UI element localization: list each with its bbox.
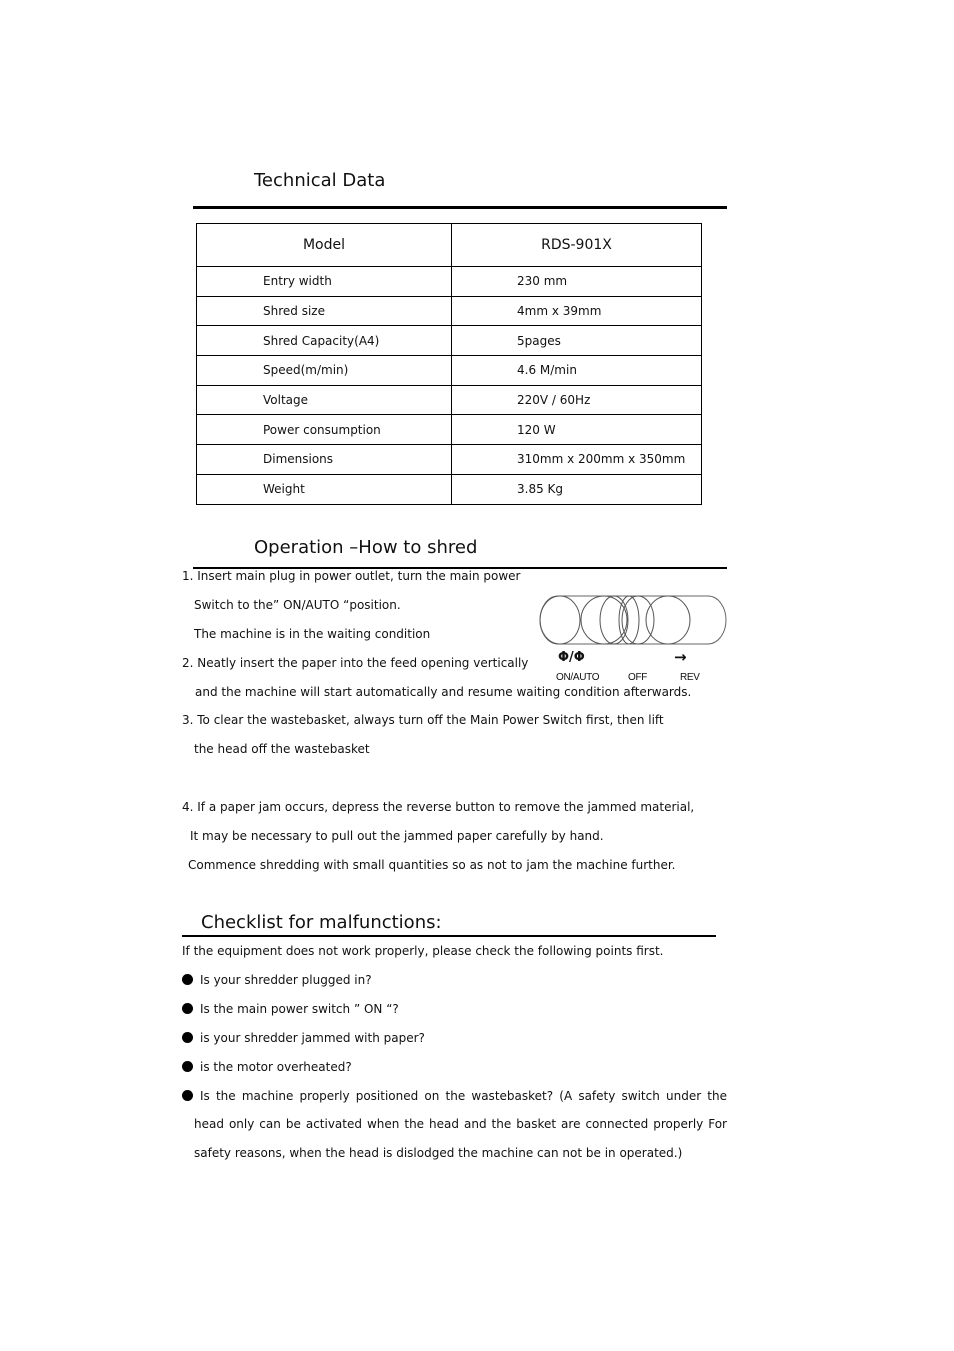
table-row — [197, 326, 702, 356]
operation-line: 4. If a paper jam occurs, depress the reverse button to remove the jammed material, — [182, 800, 695, 814]
spec-value: 4mm x 39mm — [452, 296, 702, 326]
rocker-switch-illustration — [538, 594, 728, 648]
table-row — [197, 474, 702, 504]
spec-value: 310mm x 200mm x 350mm — [452, 445, 702, 475]
checklist-item-text: Is your shredder plugged in? — [200, 973, 372, 987]
bullet-icon — [182, 1061, 193, 1072]
checklist-item-text: Is the machine properly positioned on the wastebasket? (A safety switch under the — [200, 1089, 727, 1103]
technical-data-rule — [193, 206, 727, 209]
spec-table-header — [197, 224, 702, 267]
reverse-arrow-icon: → — [674, 648, 687, 666]
switch-label-on-auto: ON/AUTO — [556, 672, 600, 683]
list-item — [182, 1089, 200, 1103]
checklist-item-continuation: head only can be activated when the head and the basket are connected properly For — [194, 1117, 727, 1131]
table-row — [197, 267, 702, 297]
checklist-title: Checklist for malfunctions: — [201, 912, 442, 933]
bullet-icon — [182, 1003, 193, 1014]
bullet-icon — [182, 974, 193, 985]
checklist-item-text: is your shredder jammed with paper? — [200, 1031, 425, 1045]
operation-line: 3. To clear the wastebasket, always turn off the Main Power Switch first, then lift — [182, 713, 664, 727]
switch-label-rev: REV — [680, 672, 700, 683]
spec-label: Weight — [197, 474, 452, 504]
spec-label: Dimensions — [197, 445, 452, 475]
spec-label: Power consumption — [197, 415, 452, 445]
operation-line: 1. Insert main plug in power outlet, turn the main power — [182, 569, 521, 583]
bullet-icon — [182, 1032, 193, 1043]
spec-value: 5pages — [452, 326, 702, 356]
model-value: RDS-901X — [452, 224, 702, 267]
on-auto-symbol-icon: Φ/Φ — [558, 650, 585, 665]
table-row — [197, 445, 702, 475]
switch-label-off: OFF — [628, 672, 648, 683]
table-row — [197, 385, 702, 415]
operation-line: Commence shredding with small quantities so as not to jam the machine further. — [188, 858, 676, 872]
table-row — [197, 356, 702, 386]
spec-value: 220V / 60Hz — [452, 385, 702, 415]
checklist-rule — [182, 935, 716, 937]
checklist-intro: If the equipment does not work properly, please check the following points first. — [182, 944, 664, 958]
spec-value: 4.6 M/min — [452, 356, 702, 386]
spec-label: Shred Capacity(A4) — [197, 326, 452, 356]
list-item — [182, 973, 372, 987]
model-label: Model — [197, 224, 452, 267]
spec-label: Entry width — [197, 267, 452, 297]
spec-value: 3.85 Kg — [452, 474, 702, 504]
operation-line: The machine is in the waiting condition — [194, 627, 431, 641]
spec-label: Shred size — [197, 296, 452, 326]
operation-line: 2. Neatly insert the paper into the feed opening vertically — [182, 656, 529, 670]
checklist-item-text: is the motor overheated? — [200, 1060, 352, 1074]
table-row — [197, 415, 702, 445]
bullet-icon — [182, 1090, 193, 1101]
list-item — [182, 1002, 399, 1016]
operation-line: Switch to the” ON/AUTO “position. — [194, 598, 401, 612]
technical-data-title: Technical Data — [254, 170, 386, 191]
spec-label: Speed(m/min) — [197, 356, 452, 386]
spec-label: Voltage — [197, 385, 452, 415]
operation-line: It may be necessary to pull out the jammed paper carefully by hand. — [190, 829, 604, 843]
checklist-item-continuation: safety reasons, when the head is dislodged the machine can not be in operated.) — [194, 1146, 683, 1160]
list-item — [182, 1060, 352, 1074]
operation-line: and the machine will start automatically and resume waiting condition afterwards. — [195, 685, 692, 699]
checklist-item-text: Is the main power switch ” ON “? — [200, 1002, 399, 1016]
table-row — [197, 296, 702, 326]
list-item — [182, 1031, 425, 1045]
operation-line: the head off the wastebasket — [194, 742, 370, 756]
spec-value: 120 W — [452, 415, 702, 445]
operation-title: Operation –How to shred — [254, 537, 478, 558]
spec-value: 230 mm — [452, 267, 702, 297]
spec-table — [196, 223, 702, 505]
